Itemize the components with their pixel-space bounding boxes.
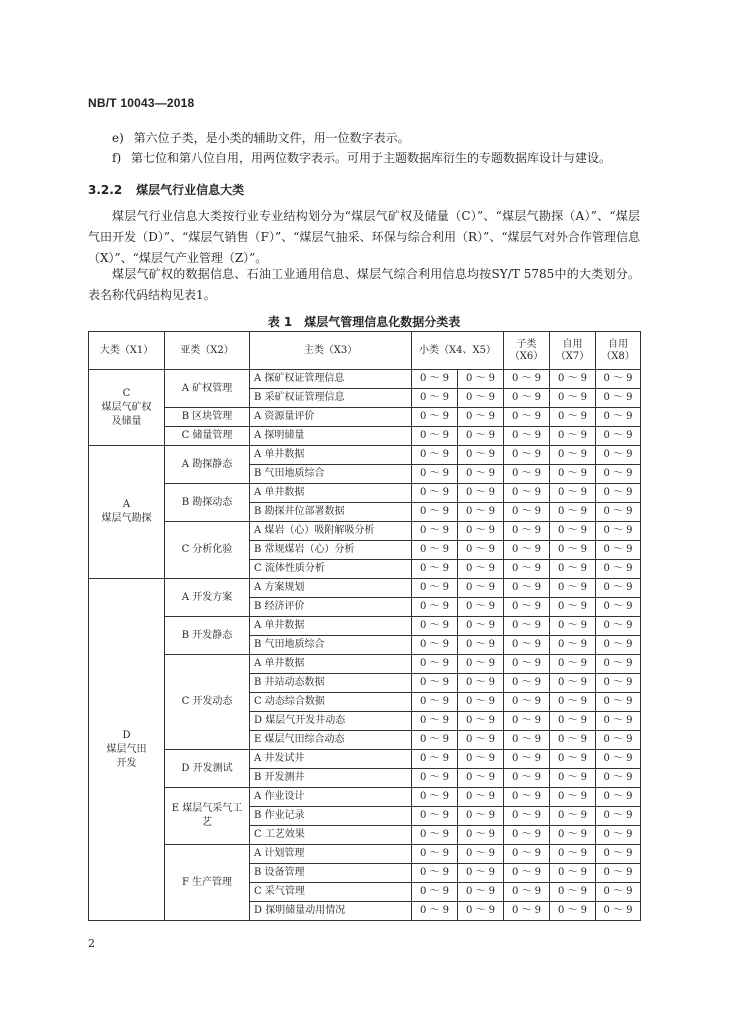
subcategory-cell: B 开发静态	[165, 617, 250, 655]
table-row	[89, 427, 641, 446]
minor-class-x5-cell: 0 ～ 9	[458, 826, 504, 845]
list-item-f	[112, 150, 611, 166]
self-use-x8-cell: 0 ～ 9	[596, 522, 641, 541]
self-use-x8-cell: 0 ～ 9	[596, 826, 641, 845]
main-class-cell: A 煤岩（心）吸附解吸分析	[250, 522, 412, 541]
self-use-x7-cell: 0 ～ 9	[550, 674, 596, 693]
main-class-cell: A 单井数据	[250, 655, 412, 674]
subcategory-cell: B 区块管理	[165, 408, 250, 427]
minor-class-x4-cell: 0 ～ 9	[412, 389, 458, 408]
minor-class-x5-cell: 0 ～ 9	[458, 427, 504, 446]
sub-class-x6-cell: 0 ～ 9	[504, 826, 550, 845]
minor-class-x4-cell: 0 ～ 9	[412, 769, 458, 788]
section-heading	[88, 181, 244, 198]
main-class-cell: A 单井数据	[250, 484, 412, 503]
list-marker: e)	[112, 131, 124, 145]
main-class-cell: A 方案规划	[250, 579, 412, 598]
main-class-cell: B 常规煤岩（心）分析	[250, 541, 412, 560]
header-sub-class-label: 子类	[516, 338, 537, 350]
subcategory-cell: D 开发测试	[165, 750, 250, 788]
minor-class-x5-cell: 0 ～ 9	[458, 465, 504, 484]
list-marker: f)	[112, 151, 122, 165]
main-class-cell: A 作业设计	[250, 788, 412, 807]
table-title: 表 1 煤层气管理信息化数据分类表	[267, 315, 461, 329]
minor-class-x5-cell: 0 ～ 9	[458, 864, 504, 883]
sub-class-x6-cell: 0 ～ 9	[504, 446, 550, 465]
header-self-use-code: （X7）	[555, 350, 590, 362]
sub-class-x6-cell: 0 ～ 9	[504, 769, 550, 788]
sub-class-x6-cell: 0 ～ 9	[504, 655, 550, 674]
table-row	[89, 446, 641, 465]
sub-class-x6-cell: 0 ～ 9	[504, 427, 550, 446]
header-sub-class	[504, 332, 550, 370]
subcategory-cell: C 开发动态	[165, 655, 250, 750]
header-sub-class-code: （X6）	[509, 350, 544, 362]
self-use-x8-cell: 0 ～ 9	[596, 750, 641, 769]
header-self-use-x8	[596, 332, 641, 370]
subcategory-cell: C 分析化验	[165, 522, 250, 579]
subcategory-cell: A 矿权管理	[165, 370, 250, 408]
list-text: 第七位和第八位自用，用两位数字表示。可用于主题数据库衍生的专题数据库设计与建设。	[130, 151, 611, 165]
minor-class-x5-cell: 0 ～ 9	[458, 541, 504, 560]
main-class-cell: B 井站动态数据	[250, 674, 412, 693]
self-use-x8-cell: 0 ～ 9	[596, 788, 641, 807]
self-use-x7-cell: 0 ～ 9	[550, 617, 596, 636]
minor-class-x4-cell: 0 ～ 9	[412, 788, 458, 807]
minor-class-x5-cell: 0 ～ 9	[458, 560, 504, 579]
minor-class-x4-cell: 0 ～ 9	[412, 883, 458, 902]
minor-class-x5-cell: 0 ～ 9	[458, 769, 504, 788]
minor-class-x4-cell: 0 ～ 9	[412, 541, 458, 560]
main-class-cell: A 单井数据	[250, 446, 412, 465]
minor-class-x5-cell: 0 ～ 9	[458, 579, 504, 598]
minor-class-x5-cell: 0 ～ 9	[458, 446, 504, 465]
header-self-use-label: 自用	[608, 338, 628, 350]
minor-class-x4-cell: 0 ～ 9	[412, 636, 458, 655]
self-use-x8-cell: 0 ～ 9	[596, 712, 641, 731]
subcategory-cell: E 煤层气采气工艺	[165, 788, 250, 845]
main-class-cell: D 煤层气开发井动态	[250, 712, 412, 731]
category-line: C	[122, 387, 131, 399]
self-use-x8-cell: 0 ～ 9	[596, 655, 641, 674]
subcategory-cell: C 储量管理	[165, 427, 250, 446]
sub-class-x6-cell: 0 ～ 9	[504, 370, 550, 389]
self-use-x7-cell: 0 ～ 9	[550, 807, 596, 826]
minor-class-x5-cell: 0 ～ 9	[458, 693, 504, 712]
minor-class-x5-cell: 0 ～ 9	[458, 712, 504, 731]
category-line: 煤层气田	[106, 743, 147, 755]
minor-class-x5-cell: 0 ～ 9	[458, 598, 504, 617]
category-line: D	[122, 729, 131, 741]
main-class-cell: B 设备管理	[250, 864, 412, 883]
self-use-x7-cell: 0 ～ 9	[550, 883, 596, 902]
minor-class-x4-cell: 0 ～ 9	[412, 446, 458, 465]
main-class-cell: A 计划管理	[250, 845, 412, 864]
minor-class-x4-cell: 0 ～ 9	[412, 655, 458, 674]
minor-class-x5-cell: 0 ～ 9	[458, 902, 504, 921]
standard-code: NB/T 10043—2018	[88, 96, 195, 110]
self-use-x8-cell: 0 ～ 9	[596, 598, 641, 617]
self-use-x8-cell: 0 ～ 9	[596, 693, 641, 712]
minor-class-x4-cell: 0 ～ 9	[412, 370, 458, 389]
category-cell	[89, 446, 165, 579]
main-class-cell: B 勘探井位部署数据	[250, 503, 412, 522]
table-row	[89, 522, 641, 541]
self-use-x7-cell: 0 ～ 9	[550, 731, 596, 750]
self-use-x7-cell: 0 ～ 9	[550, 560, 596, 579]
self-use-x8-cell: 0 ～ 9	[596, 883, 641, 902]
minor-class-x5-cell: 0 ～ 9	[458, 636, 504, 655]
self-use-x8-cell: 0 ～ 9	[596, 636, 641, 655]
sub-class-x6-cell: 0 ～ 9	[504, 731, 550, 750]
minor-class-x4-cell: 0 ～ 9	[412, 560, 458, 579]
category-cell	[89, 579, 165, 921]
minor-class-x4-cell: 0 ～ 9	[412, 807, 458, 826]
minor-class-x5-cell: 0 ～ 9	[458, 750, 504, 769]
self-use-x7-cell: 0 ～ 9	[550, 465, 596, 484]
minor-class-x5-cell: 0 ～ 9	[458, 522, 504, 541]
header-self-use-x7	[550, 332, 596, 370]
sub-class-x6-cell: 0 ～ 9	[504, 864, 550, 883]
self-use-x8-cell: 0 ～ 9	[596, 674, 641, 693]
minor-class-x5-cell: 0 ～ 9	[458, 503, 504, 522]
self-use-x8-cell: 0 ～ 9	[596, 389, 641, 408]
list-item-e	[112, 130, 410, 146]
classification-table	[88, 331, 641, 921]
sub-class-x6-cell: 0 ～ 9	[504, 465, 550, 484]
self-use-x8-cell: 0 ～ 9	[596, 807, 641, 826]
self-use-x8-cell: 0 ～ 9	[596, 503, 641, 522]
main-class-cell: B 经济评价	[250, 598, 412, 617]
self-use-x7-cell: 0 ～ 9	[550, 522, 596, 541]
self-use-x7-cell: 0 ～ 9	[550, 484, 596, 503]
minor-class-x4-cell: 0 ～ 9	[412, 465, 458, 484]
main-class-cell: B 气田地质综合	[250, 465, 412, 484]
sub-class-x6-cell: 0 ～ 9	[504, 389, 550, 408]
main-class-cell: E 煤层气田综合动态	[250, 731, 412, 750]
minor-class-x4-cell: 0 ～ 9	[412, 902, 458, 921]
minor-class-x4-cell: 0 ～ 9	[412, 750, 458, 769]
section-number: 3.2.2	[88, 183, 123, 197]
minor-class-x5-cell: 0 ～ 9	[458, 807, 504, 826]
self-use-x7-cell: 0 ～ 9	[550, 598, 596, 617]
sub-class-x6-cell: 0 ～ 9	[504, 807, 550, 826]
sub-class-x6-cell: 0 ～ 9	[504, 883, 550, 902]
minor-class-x4-cell: 0 ～ 9	[412, 845, 458, 864]
minor-class-x4-cell: 0 ～ 9	[412, 731, 458, 750]
self-use-x8-cell: 0 ～ 9	[596, 408, 641, 427]
minor-class-x4-cell: 0 ～ 9	[412, 503, 458, 522]
minor-class-x5-cell: 0 ～ 9	[458, 674, 504, 693]
self-use-x7-cell: 0 ～ 9	[550, 902, 596, 921]
sub-class-x6-cell: 0 ～ 9	[504, 522, 550, 541]
sub-class-x6-cell: 0 ～ 9	[504, 598, 550, 617]
self-use-x8-cell: 0 ～ 9	[596, 446, 641, 465]
minor-class-x4-cell: 0 ～ 9	[412, 484, 458, 503]
self-use-x8-cell: 0 ～ 9	[596, 465, 641, 484]
header-minor-class: 小类（X4、X5）	[412, 332, 504, 370]
minor-class-x5-cell: 0 ～ 9	[458, 484, 504, 503]
self-use-x7-cell: 0 ～ 9	[550, 864, 596, 883]
main-class-cell: C 工艺效果	[250, 826, 412, 845]
self-use-x7-cell: 0 ～ 9	[550, 370, 596, 389]
minor-class-x5-cell: 0 ～ 9	[458, 845, 504, 864]
main-class-cell: A 资源量评价	[250, 408, 412, 427]
main-class-cell: C 采气管理	[250, 883, 412, 902]
minor-class-x5-cell: 0 ～ 9	[458, 617, 504, 636]
subcategory-cell: A 开发方案	[165, 579, 250, 617]
main-class-cell: A 井发试井	[250, 750, 412, 769]
sub-class-x6-cell: 0 ～ 9	[504, 617, 550, 636]
self-use-x7-cell: 0 ～ 9	[550, 769, 596, 788]
main-class-cell: B 气田地质综合	[250, 636, 412, 655]
subcategory-cell: F 生产管理	[165, 845, 250, 921]
minor-class-x4-cell: 0 ～ 9	[412, 864, 458, 883]
table-row	[89, 579, 641, 598]
self-use-x8-cell: 0 ～ 9	[596, 617, 641, 636]
minor-class-x4-cell: 0 ～ 9	[412, 598, 458, 617]
category-line: 开发	[116, 757, 137, 769]
sub-class-x6-cell: 0 ～ 9	[504, 902, 550, 921]
sub-class-x6-cell: 0 ～ 9	[504, 503, 550, 522]
self-use-x7-cell: 0 ～ 9	[550, 826, 596, 845]
main-class-cell: D 探明储量动用情况	[250, 902, 412, 921]
header-self-use-label: 自用	[562, 338, 583, 350]
self-use-x8-cell: 0 ～ 9	[596, 731, 641, 750]
main-class-cell: B 作业记录	[250, 807, 412, 826]
header-subcategory: 亚类（X2）	[165, 332, 250, 370]
self-use-x7-cell: 0 ～ 9	[550, 503, 596, 522]
self-use-x7-cell: 0 ～ 9	[550, 579, 596, 598]
sub-class-x6-cell: 0 ～ 9	[504, 560, 550, 579]
self-use-x7-cell: 0 ～ 9	[550, 389, 596, 408]
main-class-cell: C 动态综合数据	[250, 693, 412, 712]
self-use-x7-cell: 0 ～ 9	[550, 446, 596, 465]
header-category: 大类（X1）	[89, 332, 165, 370]
category-line: 煤层气矿权	[101, 401, 152, 413]
minor-class-x5-cell: 0 ～ 9	[458, 731, 504, 750]
self-use-x8-cell: 0 ～ 9	[596, 769, 641, 788]
sub-class-x6-cell: 0 ～ 9	[504, 750, 550, 769]
self-use-x7-cell: 0 ～ 9	[550, 655, 596, 674]
sub-class-x6-cell: 0 ～ 9	[504, 845, 550, 864]
minor-class-x5-cell: 0 ～ 9	[458, 883, 504, 902]
minor-class-x4-cell: 0 ～ 9	[412, 674, 458, 693]
sub-class-x6-cell: 0 ～ 9	[504, 693, 550, 712]
category-line: 煤层气勘探	[101, 513, 152, 524]
subcategory-cell: B 勘探动态	[165, 484, 250, 522]
main-class-cell: A 探明储量	[250, 427, 412, 446]
minor-class-x5-cell: 0 ～ 9	[458, 389, 504, 408]
minor-class-x4-cell: 0 ～ 9	[412, 522, 458, 541]
paragraph-industry-categories: 煤层气行业信息大类按行业专业结构划分为“煤层气矿权及储量（C）”、“煤层气勘探（A）”、“煤层气田开发（D）”、“煤层气销售（F）”、“煤层气抽采、环保与综合利用（R）”、“煤层气对外合作管理信息（X）”、“煤层气产业管理（Z）”。	[88, 209, 640, 265]
self-use-x8-cell: 0 ～ 9	[596, 427, 641, 446]
main-class-cell: A 探矿权证管理信息	[250, 370, 412, 389]
minor-class-x4-cell: 0 ～ 9	[412, 408, 458, 427]
sub-class-x6-cell: 0 ～ 9	[504, 484, 550, 503]
self-use-x7-cell: 0 ～ 9	[550, 636, 596, 655]
self-use-x8-cell: 0 ～ 9	[596, 370, 641, 389]
sub-class-x6-cell: 0 ～ 9	[504, 674, 550, 693]
minor-class-x5-cell: 0 ～ 9	[458, 655, 504, 674]
self-use-x7-cell: 0 ～ 9	[550, 427, 596, 446]
table-row	[89, 788, 641, 807]
minor-class-x4-cell: 0 ～ 9	[412, 712, 458, 731]
table-row	[89, 750, 641, 769]
minor-class-x5-cell: 0 ～ 9	[458, 788, 504, 807]
main-class-cell: B 开发测井	[250, 769, 412, 788]
minor-class-x4-cell: 0 ～ 9	[412, 826, 458, 845]
main-class-cell: A 单井数据	[250, 617, 412, 636]
minor-class-x5-cell: 0 ～ 9	[458, 370, 504, 389]
paragraph-table-reference: 煤层气矿权的数据信息、石油工业通用信息、煤层气综合利用信息均按SY/T 5785中的大类划分。表名称代码结构见表1。	[88, 267, 640, 302]
table-row	[89, 617, 641, 636]
table-row	[89, 408, 641, 427]
self-use-x7-cell: 0 ～ 9	[550, 693, 596, 712]
sub-class-x6-cell: 0 ～ 9	[504, 712, 550, 731]
table-row	[89, 845, 641, 864]
self-use-x7-cell: 0 ～ 9	[550, 788, 596, 807]
header-main-class: 主类（X3）	[250, 332, 412, 370]
self-use-x8-cell: 0 ～ 9	[596, 902, 641, 921]
self-use-x7-cell: 0 ～ 9	[550, 845, 596, 864]
category-line: 及储量	[111, 415, 142, 427]
self-use-x7-cell: 0 ～ 9	[550, 408, 596, 427]
minor-class-x5-cell: 0 ～ 9	[458, 408, 504, 427]
page-number: 2	[88, 937, 95, 950]
table-body	[89, 370, 641, 921]
self-use-x7-cell: 0 ～ 9	[550, 750, 596, 769]
main-class-cell: C 流体性质分析	[250, 560, 412, 579]
table-row	[89, 484, 641, 503]
main-class-cell: B 采矿权证管理信息	[250, 389, 412, 408]
minor-class-x4-cell: 0 ～ 9	[412, 693, 458, 712]
minor-class-x4-cell: 0 ～ 9	[412, 579, 458, 598]
table-row	[89, 655, 641, 674]
minor-class-x4-cell: 0 ～ 9	[412, 617, 458, 636]
minor-class-x4-cell: 0 ～ 9	[412, 427, 458, 446]
self-use-x8-cell: 0 ～ 9	[596, 484, 641, 503]
sub-class-x6-cell: 0 ～ 9	[504, 636, 550, 655]
sub-class-x6-cell: 0 ～ 9	[504, 541, 550, 560]
category-line: A	[122, 499, 131, 510]
self-use-x8-cell: 0 ～ 9	[596, 845, 641, 864]
self-use-x8-cell: 0 ～ 9	[596, 560, 641, 579]
category-cell	[89, 370, 165, 446]
table-row	[89, 370, 641, 389]
self-use-x7-cell: 0 ～ 9	[550, 712, 596, 731]
sub-class-x6-cell: 0 ～ 9	[504, 579, 550, 598]
sub-class-x6-cell: 0 ～ 9	[504, 788, 550, 807]
self-use-x8-cell: 0 ～ 9	[596, 541, 641, 560]
sub-class-x6-cell: 0 ～ 9	[504, 408, 550, 427]
header-self-use-code: （X8）	[601, 350, 635, 362]
table-header-row	[89, 332, 641, 370]
self-use-x8-cell: 0 ～ 9	[596, 864, 641, 883]
self-use-x7-cell: 0 ～ 9	[550, 541, 596, 560]
section-title: 煤层气行业信息大类	[136, 183, 245, 197]
self-use-x8-cell: 0 ～ 9	[596, 579, 641, 598]
list-text: 第六位子类，是小类的辅助文件，用一位数字表示。	[133, 131, 410, 145]
subcategory-cell: A 勘探静态	[165, 446, 250, 484]
